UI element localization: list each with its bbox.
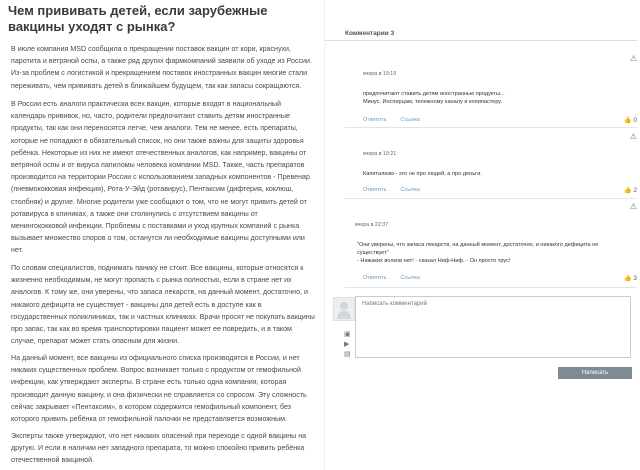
comment-text: предпочитают ставить детям иностранные продукты... Минус. Инсперцам, тележному каналу и копипастеру. <box>363 91 505 105</box>
report-icon[interactable]: ⚠ <box>629 132 637 141</box>
article-paragraph: Эксперты также утверждают, что нет никаких опасений при переходе с одной вакцины на другую. И если в наличии нет западного препарата, то можно спокойно привить ребёнка отечественной вакциной. <box>11 432 307 465</box>
comment-divider <box>345 287 637 288</box>
comments-header <box>325 26 637 41</box>
report-icon[interactable]: ⚠ <box>629 202 637 211</box>
article <box>0 0 318 470</box>
permalink[interactable]: Ссылка <box>400 275 420 281</box>
article-paragraph: В июле компания MSD сообщила о прекращении поставок вакцин от кори, краснухи, паротита и ветряной оспы, а также ряд других фармкомпаний заявили об уходе из России. Из-за проблем с логистикой и прекращением поставок иностранных вакцин многие стали переживать, чем прививать детей в ближайшем будущем, так как запасы сокращаются. <box>11 45 312 90</box>
thumbs-up-icon[interactable]: 👍 <box>623 187 632 194</box>
comment-actions <box>363 117 434 123</box>
comment <box>345 128 637 198</box>
thumbs-up-icon[interactable]: 👍 <box>623 275 632 282</box>
reply-link[interactable]: Ответить <box>363 187 387 193</box>
article-title: Чем прививать детей, если зарубежные вакцины уходят с рынка? <box>8 3 268 34</box>
comment-actions <box>363 187 434 193</box>
comment-toolbar <box>344 330 351 360</box>
likes-count: 3 <box>633 275 637 282</box>
image-icon[interactable]: ▣ <box>344 331 351 338</box>
comment-text: Капитализм - это не про людей, а про деньги. <box>363 171 482 177</box>
video-icon[interactable]: ▶ <box>344 341 350 348</box>
user-avatar <box>333 297 355 321</box>
comment <box>345 50 637 128</box>
likes-count: 2 <box>633 187 637 194</box>
article-paragraph: В России есть аналоги практически всех вакцин, которые входят в национальный календарь прививок, но, часто, родители предпочитают ставить детям иностранные продукты, так как они переносятся легче, чем аналоги. Тем не менее, есть препараты, которые не попадают в обязательный список, но они также важны для защиты здоровья ребёнка. Некоторые из них не имеют отечественных аналогов, как например, вакцины от ветряной оспы и от вируса папиломы человека компании MSD. Также, часть препаратов производится на территории России с использованием западных компонентов - Превенар (пневмококковая инфекция), Рота-У-Эйд (ротавирус), Пентаксим (дифтерия, коклюш, столбняк) и другие. Многие родители уже сообщают о том, что не могут привить детей от ротавируса в клиниках, а также они столкнулись с отсутствием вакцины от менингококковой инфекции. Проблемы с поставками и уход крупных компаний с рынка вызывает множество споров о том, останутся ли необходимые вакцины доступными или нет. <box>11 100 310 255</box>
permalink[interactable]: Ссылка <box>400 187 420 193</box>
comments-count: Комментарии 3 <box>345 30 395 37</box>
attachment-icon[interactable]: ▤ <box>344 351 351 358</box>
article-paragraph: На данный момент, все вакцины из официального списка производятся в России, и нет никаких существенных проблем. Вопрос возникает только с продуктом от гемофильной инфекции, как утверждают эксперты. В стране есть только одна компания, которая производит данную вакцину, и она физически не справляется со спросом. Эту сложность сейчас закрывает «Пентаксим», в котором содержится гемофильный компонент, без которого привить ребёнка от гемофильной палочки не представляется возможным. <box>11 354 307 424</box>
comment-date: вчера в 19:21 <box>363 151 397 157</box>
comment <box>345 198 637 288</box>
likes <box>623 186 637 194</box>
likes-count: 0 <box>633 117 637 124</box>
comments-panel <box>324 0 640 470</box>
avatar-body-icon <box>337 311 351 319</box>
permalink[interactable]: Ссылка <box>400 117 420 123</box>
article-paragraph: По словам специалистов, поднимать панику не стоит. Все вакцины, которые относятся к жизненно необходимым, не могут пропасть с рынка полностью, если в стране нет их аналогов. К тому же, они уверены, что запаса лекарств, на данный момент, достаточно, и никакого дефицита не существует - вакцины для детей есть в доступе как в государственных поликлиниках, так и частных клиниках. Врачи просят не покупать вакцины про запас, так как во время транспортировки пациент может ее повредить, и в таком случае, препарат может стать опасным для жизни. <box>11 264 315 346</box>
comment-text: "Они уверены, что запаса лекарств, на данный момент, достаточно, и никакого дефицита не существует" - Нижаких волков нет! - сказал Ниф-Ниф. - Он просто трус! <box>357 242 599 264</box>
likes <box>623 116 637 124</box>
avatar-head-icon <box>340 302 348 310</box>
submit-comment-button[interactable]: Написать <box>558 367 632 379</box>
reply-link[interactable]: Ответить <box>363 117 387 123</box>
likes <box>623 274 637 282</box>
comment-date: вчера в 22:37 <box>355 222 389 228</box>
comment-date: вчера в 19:19 <box>363 71 397 77</box>
report-icon[interactable]: ⚠ <box>629 54 637 63</box>
comment-input[interactable] <box>355 296 631 358</box>
comment-actions <box>363 275 434 281</box>
reply-link[interactable]: Ответить <box>363 275 387 281</box>
thumbs-up-icon[interactable]: 👍 <box>623 117 632 124</box>
